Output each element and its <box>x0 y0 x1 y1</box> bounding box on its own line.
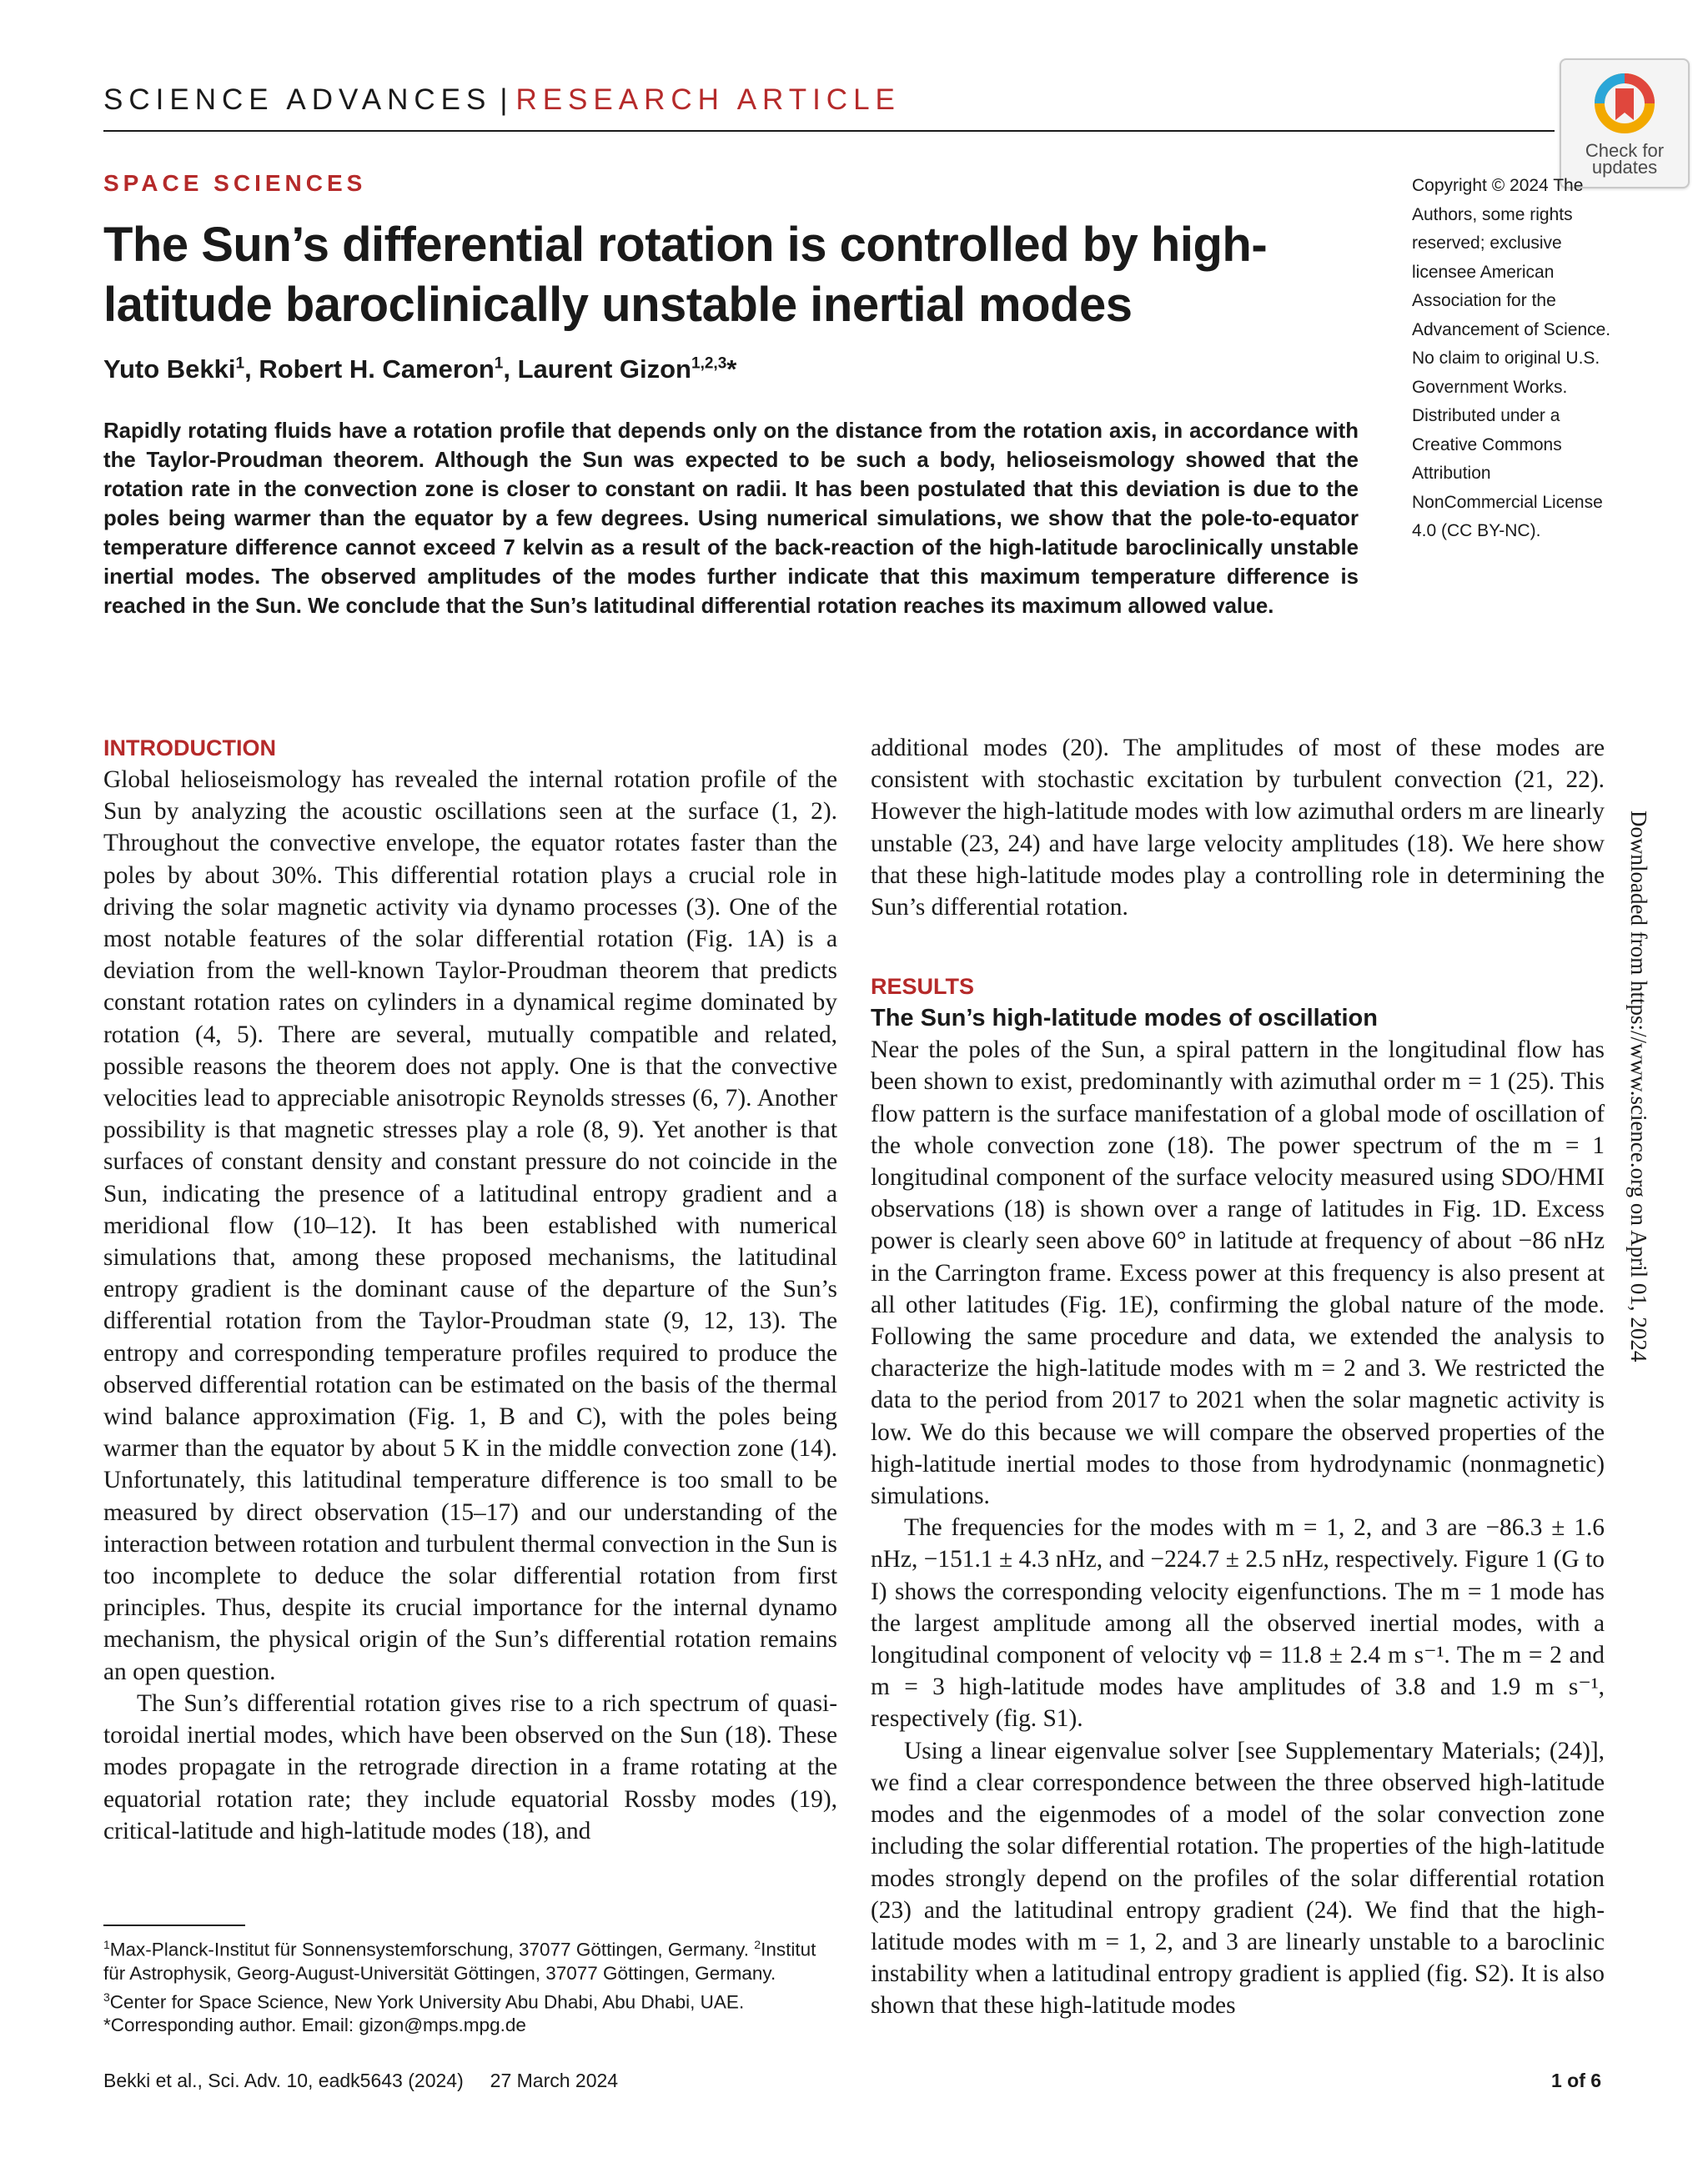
section-label: SPACE SCIENCES <box>103 170 367 196</box>
affiliation-text: Institut für Astrophysik, Georg-August-Universität Göttingen, 37077 Göttingen, Germany. <box>103 1939 816 1984</box>
article-type: RESEARCH ARTICLE <box>515 83 901 116</box>
heading-introduction: INTRODUCTION <box>103 735 276 760</box>
author-name: Robert H. Cameron <box>259 354 495 384</box>
abstract: Rapidly rotating fluids have a rotation profile that depends only on the distance from the rotation axis, in accordance with the Taylor-Proudman theorem. Although the Sun was expected to be such a body, helioseismology showed that the rotation rate in the convection zone is closer to constant on radii. It has been postulated that this deviation is due to the poles being warmer than the equator by a few degrees. Using numerical simulations, we show that the pole-to-equator temperature difference cannot exceed 7 kelvin as a result of the back-reaction of the high-latitude baroclinically unstable inertial modes. The observed amplitudes of the modes further indicate that this maximum temperature difference is reached in the Sun. We conclude that the Sun’s latitudinal differential rotation reaches its maximum allowed value. <box>103 419 1359 618</box>
body-paragraph: Using a linear eigenvalue solver [see Supplementary Materials; (24)], we find a clear correspondence between the three observed high-latitude modes and the eigenmodes of a model of the solar convection zone including the solar differential rotation. The properties of the high-latitude modes strongly depend on the profiles of the solar differential rotation (23) and the latitudinal entropy gradient (24). We find that the high-latitude modes with m = 1, 2, and 3 are linearly unstable to a baroclinic instability when a latitudinal entropy gradient is applied (fig. S2). It is also shown that these high-latitude modes <box>871 1737 1605 2020</box>
header-separator: | <box>500 83 508 116</box>
body-paragraph: Near the poles of the Sun, a spiral pattern in the longitudinal flow has been shown to exist, predominantly with azimuthal order m = 1 (25). This flow pattern is the surface manifestation of a global mode of oscillation of the whole convection zone (18). The power spectrum of the m = 1 longitudinal component of the surface velocity measured using SDO/HMI observations (18) is shown over a range of latitudes in Fig. 1D. Excess power is clearly seen above 60° in latitude at frequency of about −86 nHz in the Carrington frame. Excess power at this frequency is also present at all other latitudes (Fig. 1E), confirming the global nature of the mode. Following the same procedure and data, we extended the analysis to characterize the high-latitude modes with m = 2 and 3. We restricted the data to the period from 2017 to 2021 when the solar magnetic activity is low. We do this because we will compare the observed properties of the high-latitude inertial modes to those from hydrodynamic (nonmagnetic) simulations. <box>871 1036 1605 1510</box>
subheading-high-latitude-modes: The Sun’s high-latitude modes of oscillation <box>871 1005 1378 1032</box>
body-paragraph: additional modes (20). The amplitudes of most of these modes are consistent with stochastic excitation by turbulent convection (21, 22). However the high-latitude modes with low azimuthal orders m are linearly unstable (23, 24) and have large velocity amplitudes (18). We here show that these high-latitude modes play a controlling role in determining the Sun’s differential rotation. <box>871 735 1605 921</box>
body-column-left <box>103 732 837 1847</box>
author-name: Laurent Gizon <box>517 354 691 384</box>
corresponding-author: *Corresponding author. Email: gizon@mps.mpg.de <box>103 2015 526 2035</box>
author-affiliation: 1 <box>235 354 245 373</box>
author-affiliation: 1,2,3 <box>691 354 727 373</box>
journal-name: SCIENCE ADVANCES <box>103 83 492 116</box>
body-column-right <box>871 732 1605 2022</box>
check-for-updates-button[interactable] <box>1560 58 1690 188</box>
check-for-updates-icon <box>1591 70 1658 137</box>
badge-label-line2: updates <box>1591 157 1658 178</box>
affiliation-text: Center for Space Science, New York University Abu Dhabi, Abu Dhabi, UAE. <box>109 1991 745 2012</box>
author-name: Yuto Bekki <box>103 354 236 384</box>
affiliation-number: 3 <box>103 1990 110 2004</box>
article-title: The Sun’s differential rotation is controlled by high-latitude baroclinically unstable inertial modes <box>103 218 1268 332</box>
body-paragraph: The Sun’s differential rotation gives rise to a rich spectrum of quasi-toroidal inertial modes, which have been observed on the Sun (18). These modes propagate in the retrograde direction in a frame rotating at the equatorial rotation rate; they include equatorial Rossby modes (19), critical-latitude and high-latitude modes (18), and <box>103 1689 837 1844</box>
author-affiliation: 1 <box>494 354 504 373</box>
citation-footer: Bekki et al., Sci. Adv. 10, eadk5643 (2024) 27 March 2024 <box>103 2070 619 2091</box>
badge-label-line1: Check for <box>1585 140 1665 161</box>
affiliation-number: 2 <box>754 1938 761 1951</box>
affiliations-footnote <box>103 1933 837 2037</box>
corresponding-marker: * <box>726 354 737 384</box>
copyright-notice: Copyright © 2024 The Authors, some rights reserved; exclusive licensee American Association for the Advancement of Science. No claim to original U.S. Government Works. Distributed under a Creative Commons Attribution NonCommercial License 4.0 (CC BY-NC). <box>1412 176 1611 540</box>
heading-results: RESULTS <box>871 974 975 1000</box>
footnote-rule <box>103 1925 245 1926</box>
affiliation-text: Max-Planck-Institut für Sonnensystemforschung, 37077 Göttingen, Germany. <box>109 1939 755 1960</box>
author-list: Yuto Bekki$^1$, Robert H. Cameron$^1$, Laurent Gizon$^{1,2,3}$* <box>103 354 737 384</box>
body-paragraph: Global helioseismology has revealed the internal rotation profile of the Sun by analyzing the acoustic oscillations seen at the surface (1, 2). Throughout the convective envelope, the equator rotates faster than the poles by about 30%. This differential rotation plays a crucial role in driving the solar magnetic activity via dynamo processes (3). One of the most notable features of the solar differential rotation (Fig. 1A) is a deviation from the well-known Taylor-Proudman theorem that predicts constant rotation rates on cylinders in a dynamical regime dominated by rotation (4, 5). There are several, mutually compatible and related, possible reasons the theorem does not apply. One is that the convective velocities lead to appreciable anisotropic Reynolds stresses (6, 7). Another possibility is that magnetic stresses play a role (8, 9). Yet another is that surfaces of constant density and constant pressure do not coincide in the Sun, indicating the presence of a latitudinal entropy gradient and a meridional flow (10–12). It has been established with numerical simulations that, among these proposed mechanisms, the latitudinal entropy gradient is the dominant cause of the departure of the Sun’s differential rotation from the Taylor-Proudman state (9, 12, 13). The entropy and corresponding temperature profiles required to produce the observed differential rotation can be estimated on the basis of the thermal wind balance approximation (Fig. 1, B and C), with the poles being warmer than the equator by about 5 K in the middle convection zone (14). Unfortunately, this latitudinal temperature difference is too small to be measured by direct observation (15–17) and our understanding of the interaction between rotation and turbulent thermal convection in the Sun is too incomplete to deduce the solar differential rotation from first principles. Thus, despite its crucial importance for the internal dynamo mechanism, the physical origin of the Sun’s differential rotation remains an open question. <box>103 766 837 1685</box>
section-gap <box>871 923 1605 971</box>
header-rule <box>103 130 1555 132</box>
download-watermark <box>1623 810 1656 1678</box>
affiliation-number: 1 <box>103 1938 110 1951</box>
journal-header <box>103 83 901 117</box>
page-number: 1 of 6 <box>1551 2070 1602 2091</box>
download-watermark-text: Downloaded from https://www.science.org on April 01, 2024 <box>1626 810 1651 1363</box>
body-paragraph: The frequencies for the modes with m = 1, 2, and 3 are −86.3 ± 1.6 nHz, −151.1 ± 4.3 nHz, and −224.7 ± 2.5 nHz, respectively. Figure 1 (G to I) shows the corresponding velocity eigenfunctions. The m = 1 mode has the largest amplitude among all the observed inertial modes, with a longitudinal component of velocity vϕ = 11.8 ± 2.4 m s⁻¹. The m = 2 and m = 3 high-latitude modes have amplitudes of 3.8 and 1.9 m s⁻¹, respectively (fig. S1). <box>871 1514 1605 1733</box>
